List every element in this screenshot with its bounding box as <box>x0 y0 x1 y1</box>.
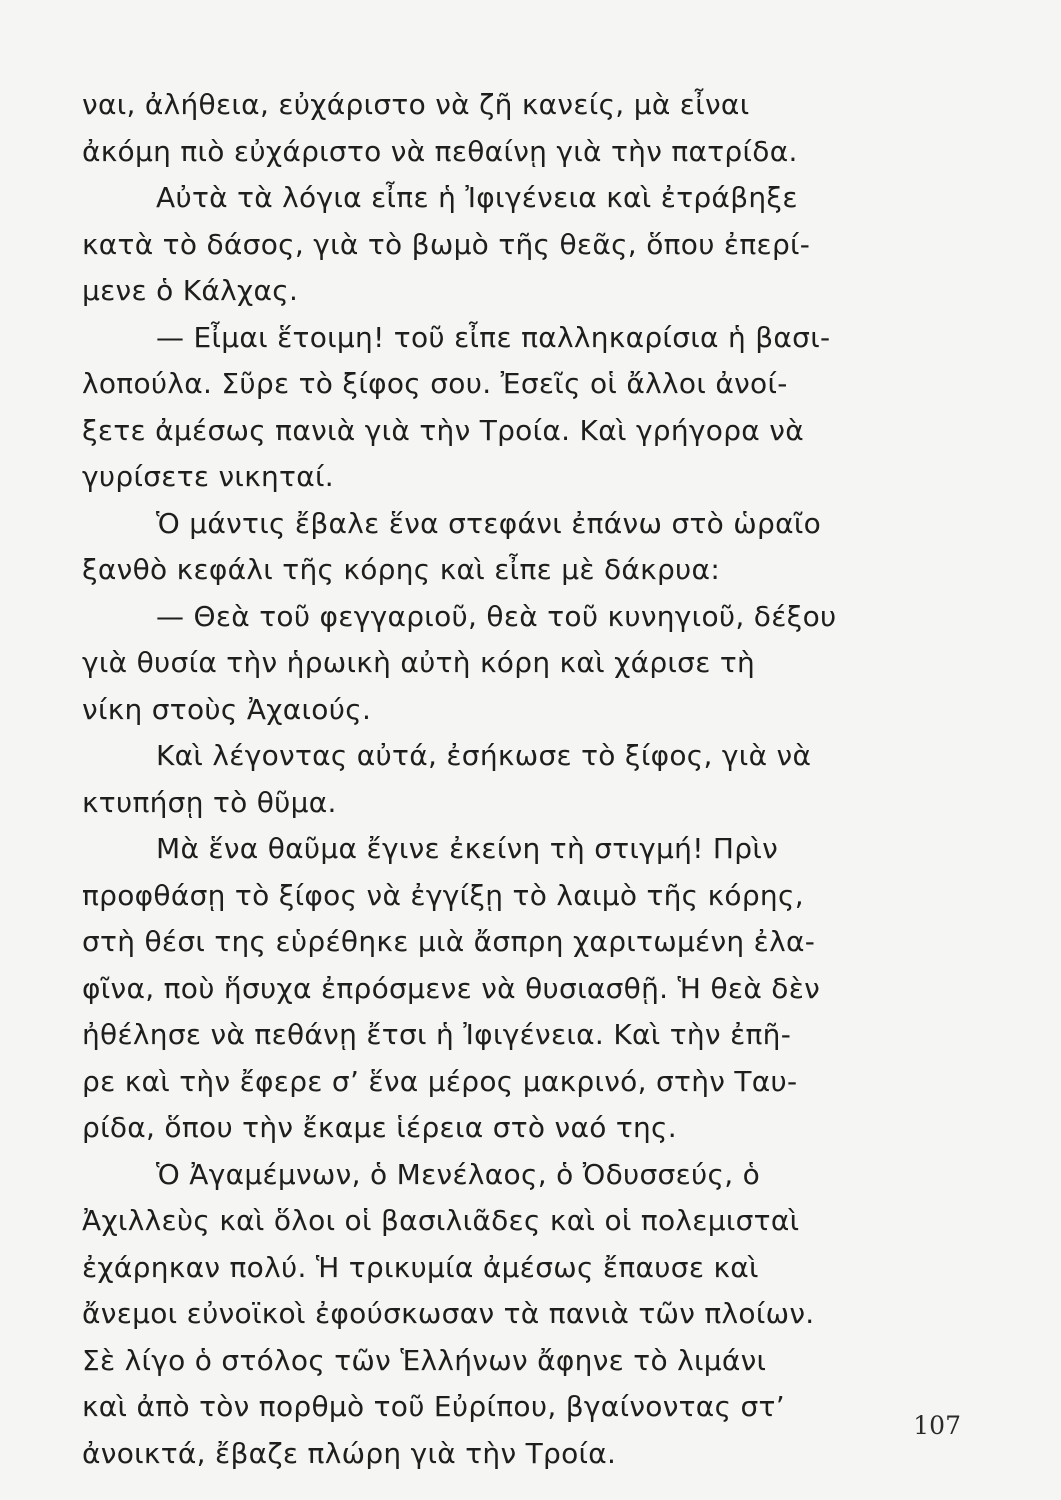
text-line: — Θεὰ τοῦ φεγγαριοῦ, θεὰ τοῦ κυνηγιοῦ, δέξου <box>156 599 837 633</box>
text-line: Ὁ Ἀγαμέμνων, ὁ Μενέλαος, ὁ Ὀδυσσεύς, ὁ <box>156 1157 761 1191</box>
text-line: ξετε ἀμέσως πανιὰ γιὰ τὴν Τροία. Καὶ γρήγορα νὰ <box>82 413 804 447</box>
text-line: γιὰ θυσία τὴν ἡρωικὴ αὐτὴ κόρη καὶ χάρισε τὴ <box>82 646 756 679</box>
text-line: Αὐτὰ τὰ λόγια εἶπε ἡ Ἰφιγένεια καὶ ἐτράβηξε <box>156 181 798 214</box>
text-line: κτυπήσῃ τὸ θῦμα. <box>82 785 337 819</box>
text-line: ἀνοικτά, ἔβαζε πλώρη γιὰ τὴν Τροία. <box>82 1436 617 1470</box>
text-line: — Εἶμαι ἕτοιμη! τοῦ εἶπε παλληκαρίσια ἡ βασι- <box>156 320 831 354</box>
text-line: Ὁ μάντις ἔβαλε ἕνα στεφάνι ἐπάνω στὸ ὡραῖο <box>156 506 822 540</box>
text-line: λοπούλα. Σῦρε τὸ ξίφος σου. Ἐσεῖς οἱ ἄλλοι ἀνοί- <box>82 367 788 400</box>
text-line: Ἀχιλλεὺς καὶ ὅλοι οἱ βασιλιᾶδες καὶ οἱ πολεμισταὶ <box>82 1204 800 1237</box>
text-line: Μὰ ἕνα θαῦμα ἔγινε ἐκείνη τὴ στιγμή! Πρὶν <box>156 832 779 865</box>
text-line: ρίδα, ὅπου τὴν ἔκαμε ἱέρεια στὸ ναό της. <box>82 1111 677 1144</box>
text-line: γυρίσετε νικηταί. <box>82 460 334 493</box>
text-line: καὶ ἀπὸ τὸν πορθμὸ τοῦ Εὐρίπου, βγαίνοντας στ’ <box>82 1390 785 1423</box>
text-line: Καὶ λέγοντας αὐτά, ἐσήκωσε τὸ ξίφος, γιὰ νὰ <box>156 739 812 772</box>
text-line: ἐχάρηκαν πολύ. Ἡ τρικυμία ἀμέσως ἔπαυσε καὶ <box>82 1250 759 1284</box>
text-line: ναι, ἀλήθεια, εὐχάριστο νὰ ζῆ κανείς, μὰ εἶναι <box>82 88 750 121</box>
text-line: ρε καὶ τὴν ἔφερε σ’ ἕνα μέρος μακρινό, στὴν Ταυ- <box>82 1064 798 1098</box>
text-line: νίκη στοὺς Ἀχαιούς. <box>82 692 372 726</box>
text-line: μενε ὁ Κάλχας. <box>82 274 299 307</box>
text-line: ἀκόμη πιὸ εὐχάριστο νὰ πεθαίνῃ γιὰ τὴν πατρίδα. <box>82 134 798 168</box>
text-line: ἄνεμοι εὐνοϊκοὶ ἐφούσκωσαν τὰ πανιὰ τῶν πλοίων. <box>82 1297 815 1330</box>
text-line: κατὰ τὸ δάσος, γιὰ τὸ βωμὸ τῆς θεᾶς, ὅπου ἐπερί- <box>82 227 811 261</box>
text-line: Σὲ λίγο ὁ στόλος τῶν Ἑλλήνων ἄφηνε τὸ λιμάνι <box>82 1343 767 1377</box>
text-line: ἠθέλησε νὰ πεθάνῃ ἔτσι ἡ Ἰφιγένεια. Καὶ τὴν ἐπῆ- <box>82 1018 792 1051</box>
page-number: 107 <box>913 1411 961 1440</box>
text-line: προφθάσῃ τὸ ξίφος νὰ ἐγγίξῃ τὸ λαιμὸ τῆς κόρης, <box>82 878 804 912</box>
text-line: στὴ θέσι της εὑρέθηκε μιὰ ἄσπρη χαριτωμένη ἐλα- <box>82 925 816 958</box>
text-line: φῖνα, ποὺ ἥσυχα ἐπρόσμενε νὰ θυσιασθῇ. Ἡ θεὰ δὲν <box>82 971 821 1005</box>
text-line: ξανθὸ κεφάλι τῆς κόρης καὶ εἶπε μὲ δάκρυα: <box>82 553 721 586</box>
body-text <box>82 82 962 1477</box>
